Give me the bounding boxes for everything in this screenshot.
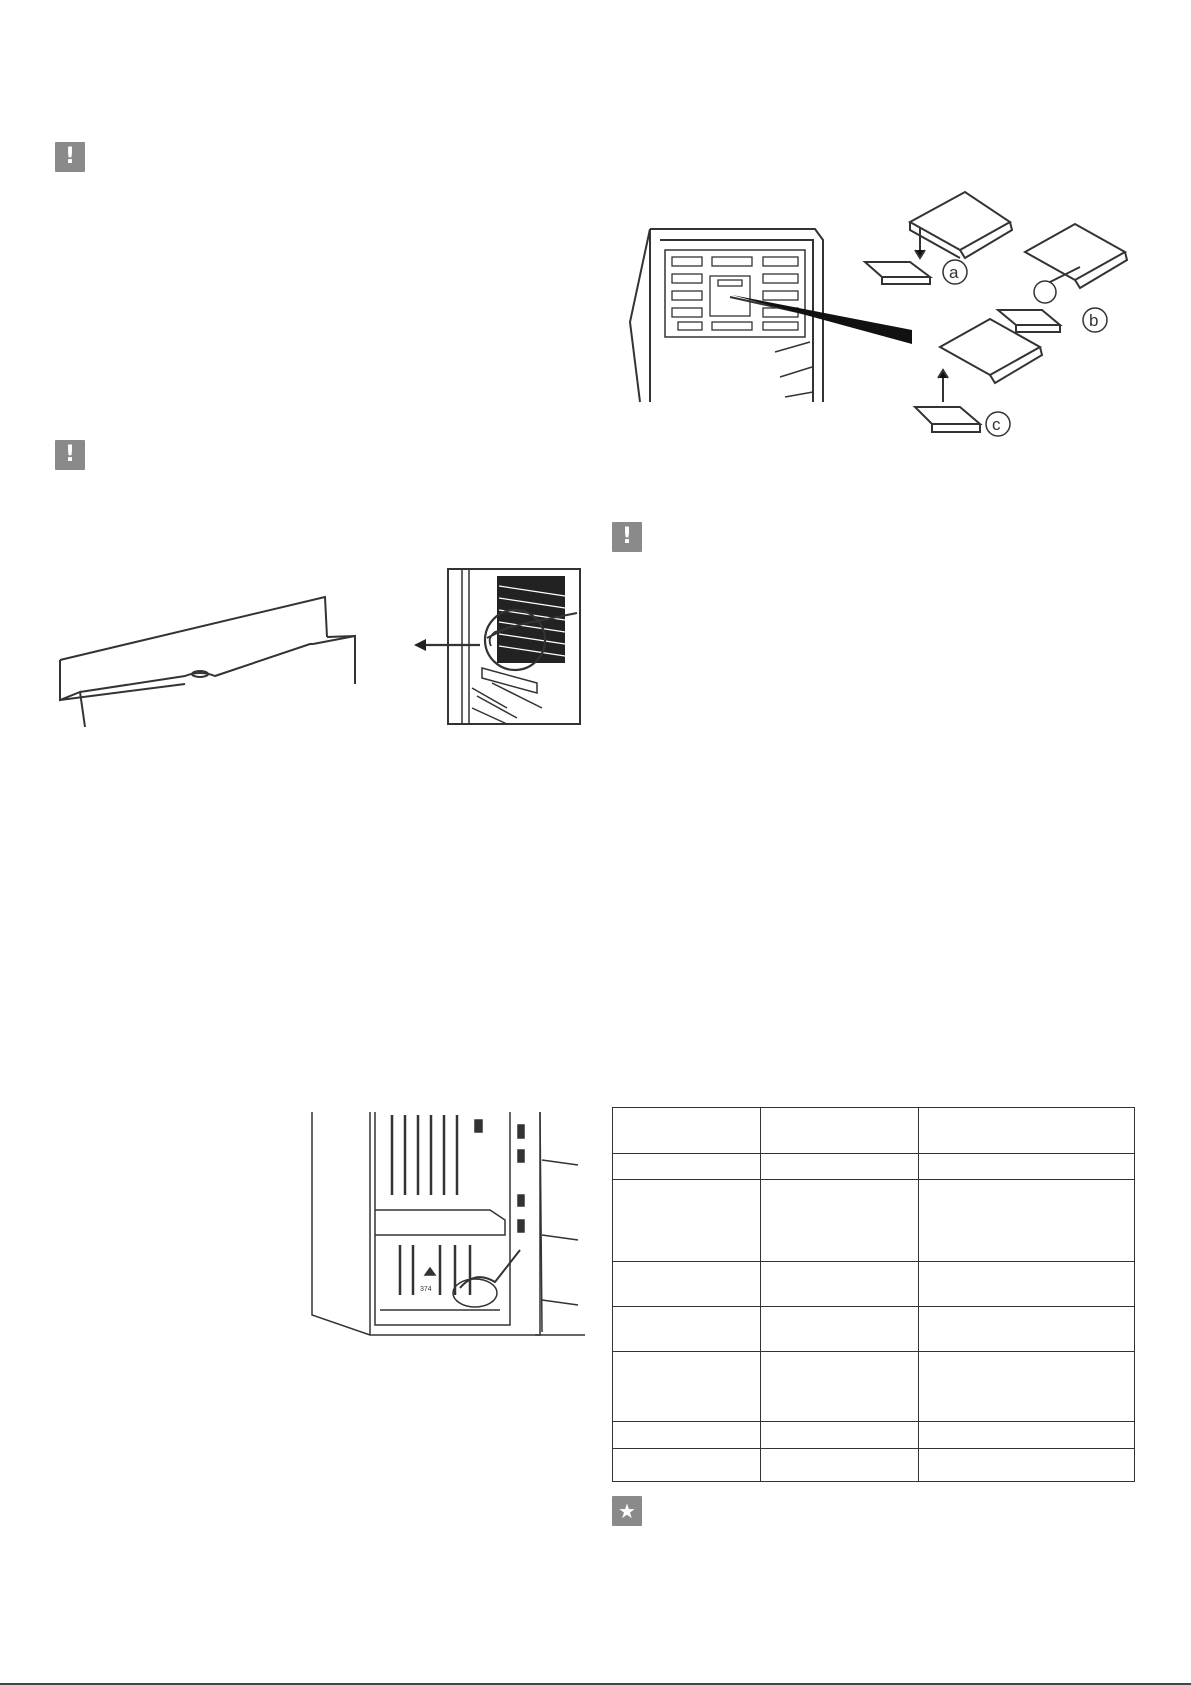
table-cell xyxy=(919,1307,1135,1352)
table-cell xyxy=(613,1154,761,1180)
star-icon: ★ xyxy=(612,1496,642,1526)
table-row xyxy=(613,1422,1135,1449)
step-label-c: c xyxy=(992,415,1001,434)
table-cell xyxy=(919,1449,1135,1482)
table-row xyxy=(613,1449,1135,1482)
table-cell xyxy=(761,1449,919,1482)
table-cell xyxy=(761,1307,919,1352)
lamp-replacement-illustration xyxy=(620,192,1140,492)
table-row xyxy=(613,1180,1135,1262)
table-cell xyxy=(919,1352,1135,1422)
exclamation-icon: ! xyxy=(55,440,85,470)
table-cell xyxy=(761,1352,919,1422)
table-cell xyxy=(613,1422,761,1449)
drain-channel-illustration xyxy=(55,592,365,727)
table-cell xyxy=(613,1449,761,1482)
interior-cleaning-illustration xyxy=(310,1110,585,1340)
table-row xyxy=(613,1307,1135,1352)
table-row xyxy=(613,1108,1135,1154)
table-cell xyxy=(761,1180,919,1262)
table-cell xyxy=(919,1180,1135,1262)
table-cell xyxy=(919,1108,1135,1154)
table-row xyxy=(613,1352,1135,1422)
table-cell xyxy=(613,1262,761,1307)
table-cell xyxy=(613,1352,761,1422)
table-cell xyxy=(761,1108,919,1154)
table-cell xyxy=(919,1262,1135,1307)
table-cell xyxy=(761,1154,919,1180)
table-cell xyxy=(919,1422,1135,1449)
table-cell xyxy=(613,1180,761,1262)
table-cell xyxy=(613,1108,761,1154)
drain-cleaning-inset xyxy=(447,568,581,725)
table-row xyxy=(613,1154,1135,1180)
exclamation-icon: ! xyxy=(612,522,642,552)
exclamation-icon: ! xyxy=(55,142,85,172)
table-cell xyxy=(613,1307,761,1352)
info-table xyxy=(612,1107,1135,1482)
table-row xyxy=(613,1262,1135,1307)
table-cell xyxy=(761,1262,919,1307)
step-label-b: b xyxy=(1089,311,1099,330)
table-cell xyxy=(919,1154,1135,1180)
drawer-marking: 374 xyxy=(420,1286,432,1293)
step-label-a: a xyxy=(949,263,959,282)
table-cell xyxy=(761,1422,919,1449)
